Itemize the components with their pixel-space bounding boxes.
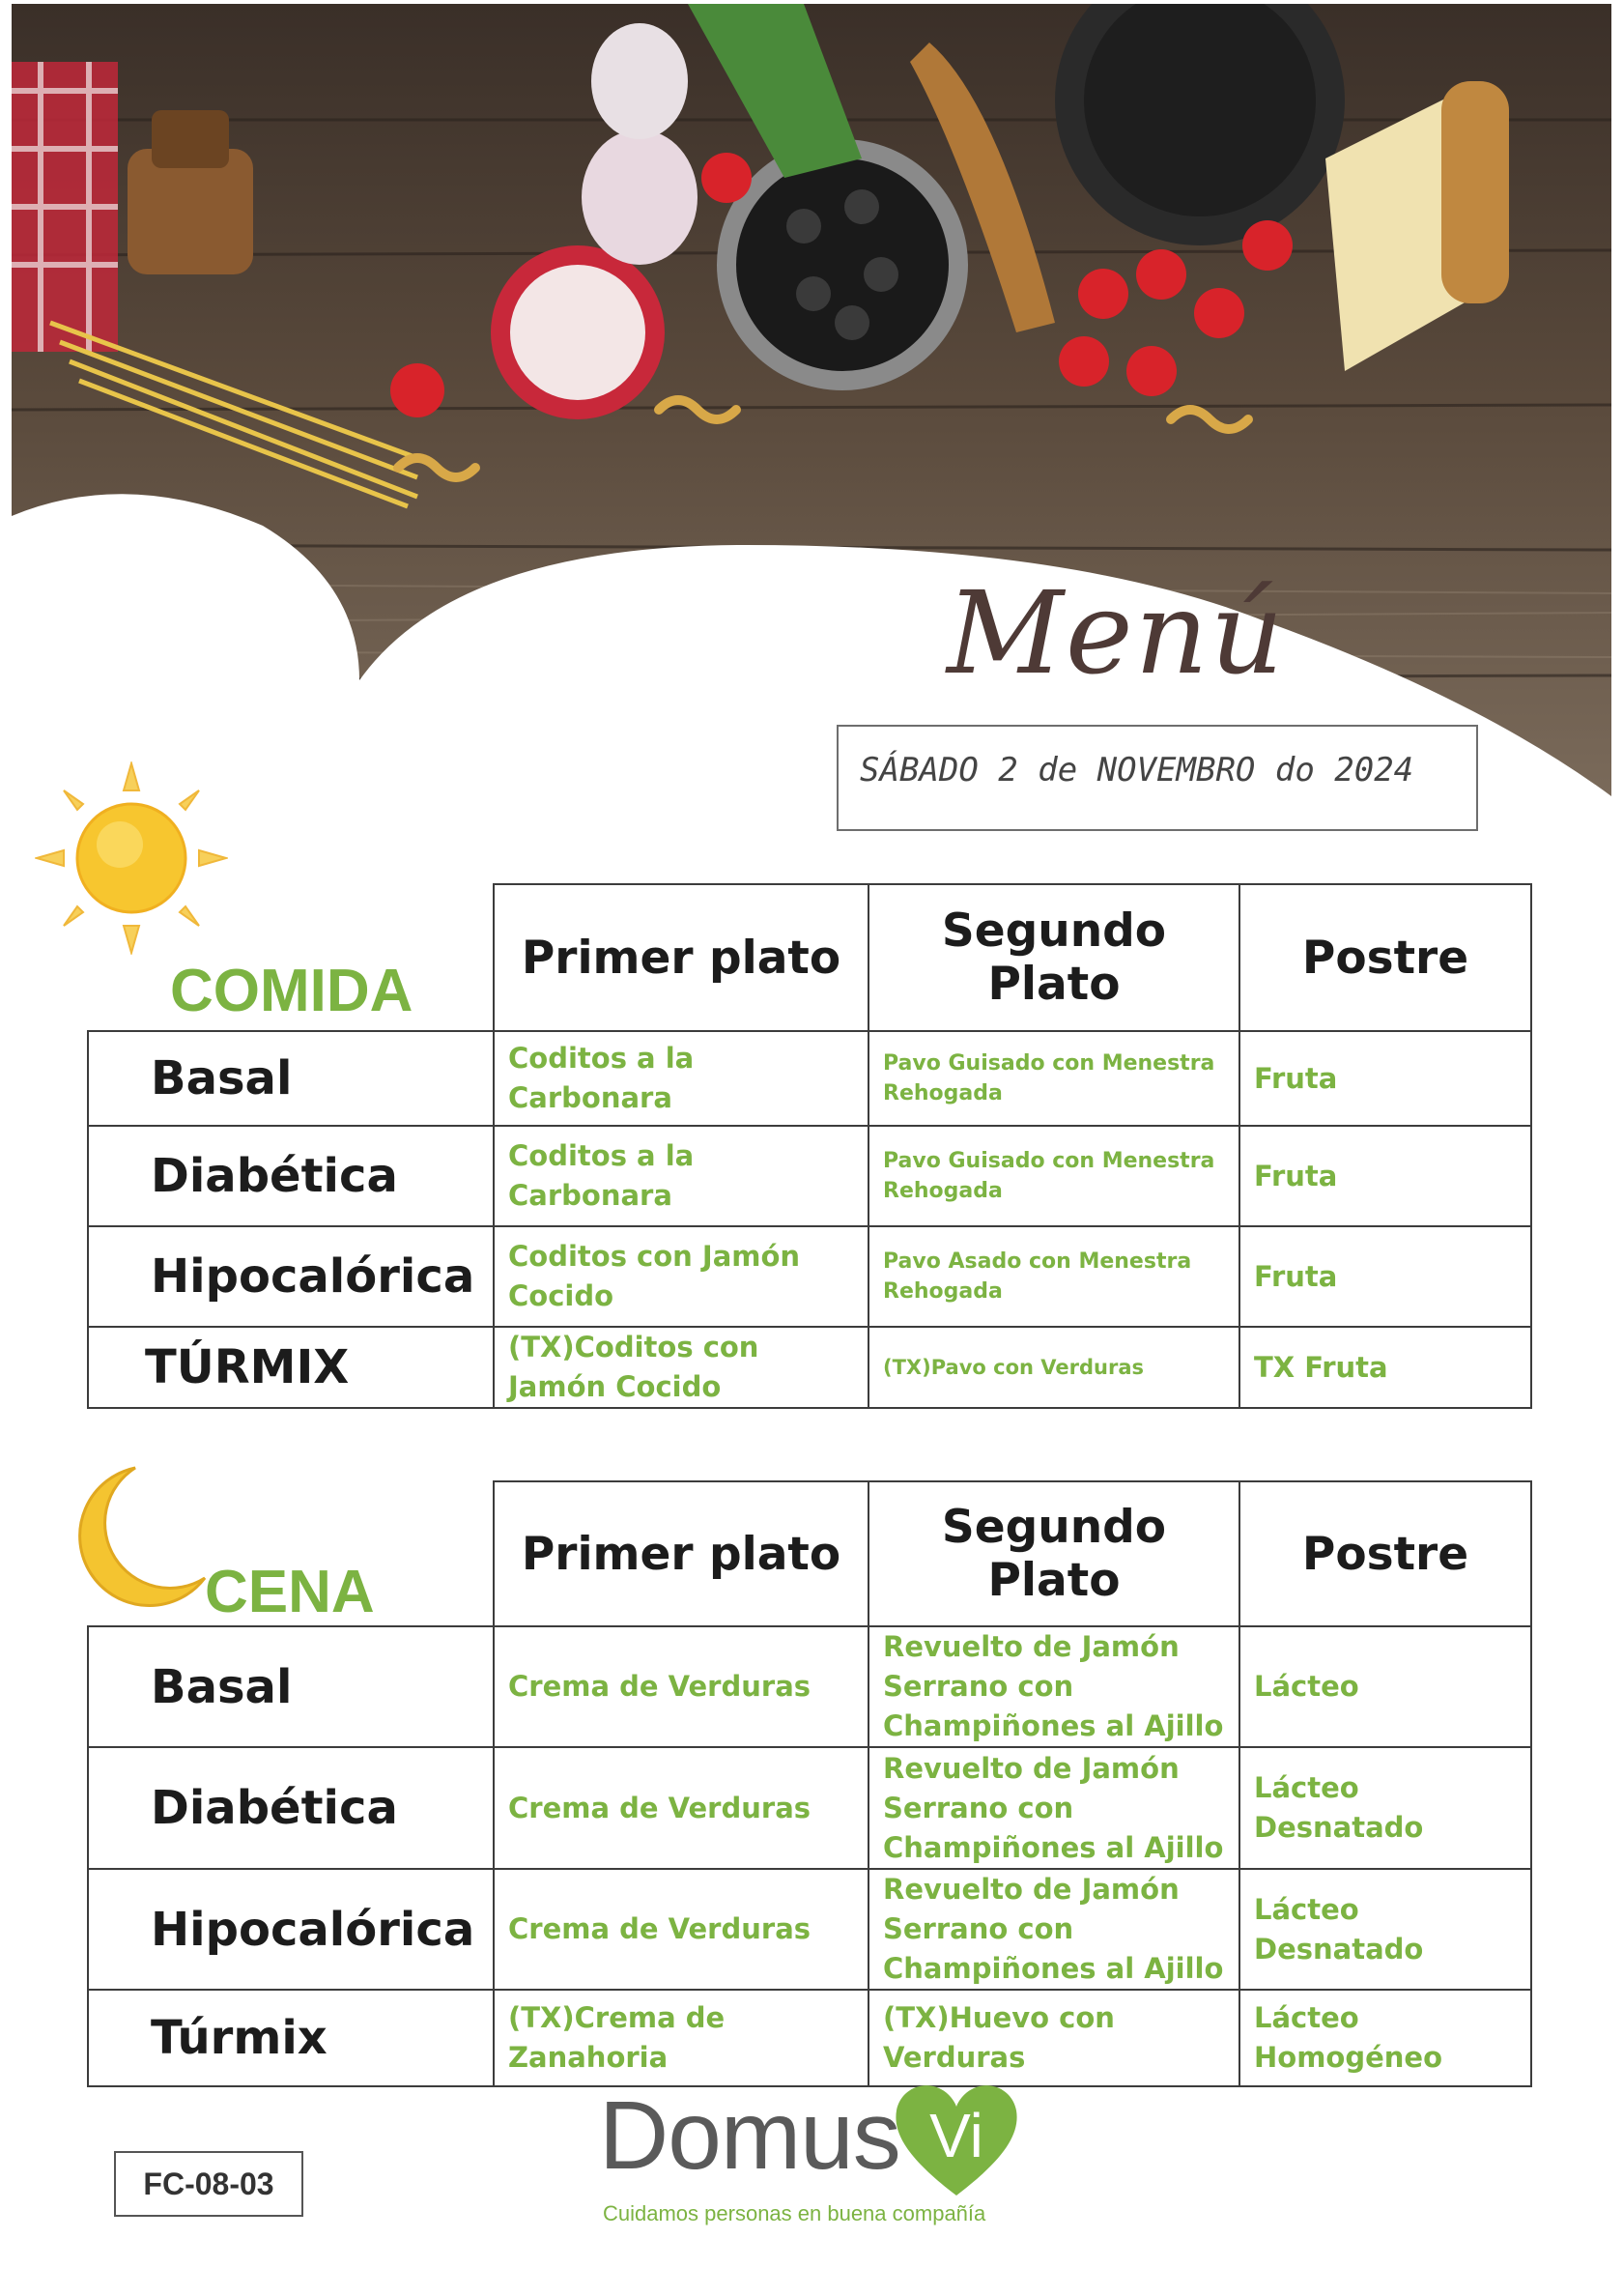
domusvi-logo	[599, 2078, 1024, 2232]
diet-label: TÚRMIX	[88, 1327, 494, 1408]
diet-label: Basal	[88, 1031, 494, 1126]
table-row	[88, 1126, 1531, 1226]
logo-wordmark: Domus	[599, 2081, 900, 2190]
diet-label: Hipocalórica	[88, 1226, 494, 1327]
logo-heart-icon	[889, 2078, 1024, 2203]
header-food-photo	[12, 4, 1611, 796]
table-row	[88, 1226, 1531, 1327]
dish-postre: Lácteo Homogéneo	[1239, 1990, 1531, 2086]
dish-postre: Fruta	[1239, 1226, 1531, 1327]
dish-segundo: Revuelto de Jamón Serrano con Champiñones al Ajillo	[868, 1626, 1239, 1747]
column-header-primer: Primer plato	[494, 1481, 868, 1626]
dish-segundo: Pavo Guisado con Menestra Rehogada	[868, 1031, 1239, 1126]
cena-header-row	[88, 1481, 1531, 1626]
dish-postre: Fruta	[1239, 1031, 1531, 1126]
document-code: FC-08-03	[114, 2151, 303, 2217]
comida-label: COMIDA	[170, 958, 413, 1024]
comida-header-row	[88, 884, 1531, 1031]
cena-label: CENA	[205, 1559, 375, 1625]
diet-label: Basal	[88, 1626, 494, 1747]
table-row	[88, 1327, 1531, 1408]
dish-postre: TX Fruta	[1239, 1327, 1531, 1408]
dish-segundo: Pavo Asado con Menestra Rehogada	[868, 1226, 1239, 1327]
dish-primer: Crema de Verduras	[494, 1869, 868, 1990]
diet-label: Diabética	[88, 1747, 494, 1869]
dish-postre: Lácteo Desnatado	[1239, 1869, 1531, 1990]
comida-table	[87, 883, 1532, 1409]
header-empty-cell	[88, 884, 494, 1031]
diet-label: Túrmix	[88, 1990, 494, 2086]
logo-mark-text: Vi	[929, 2101, 983, 2170]
dish-segundo: (TX)Pavo con Verduras	[868, 1327, 1239, 1408]
menu-date: SÁBADO 2 de NOVEMBRO do 2024	[837, 725, 1478, 831]
table-row	[88, 1747, 1531, 1869]
table-row	[88, 1031, 1531, 1126]
dish-primer: Coditos a la Carbonara	[494, 1126, 868, 1226]
dish-postre: Lácteo Desnatado	[1239, 1747, 1531, 1869]
dish-postre: Fruta	[1239, 1126, 1531, 1226]
dish-primer: Crema de Verduras	[494, 1626, 868, 1747]
dish-primer: Coditos con Jamón Cocido	[494, 1226, 868, 1327]
diet-label: Hipocalórica	[88, 1869, 494, 1990]
dish-primer: (TX)Crema de Zanahoria	[494, 1990, 868, 2086]
column-header-segundo: Segundo Plato	[868, 884, 1239, 1031]
dish-segundo: Revuelto de Jamón Serrano con Champiñones al Ajillo	[868, 1747, 1239, 1869]
menu-title: Menú	[947, 566, 1286, 700]
column-header-segundo: Segundo Plato	[868, 1481, 1239, 1626]
column-header-postre: Postre	[1239, 1481, 1531, 1626]
cena-table	[87, 1480, 1532, 2087]
logo-tagline: Cuidamos personas en buena compañía	[603, 2201, 986, 2225]
header-empty-cell	[88, 1481, 494, 1626]
table-row	[88, 1869, 1531, 1990]
dish-postre: Lácteo	[1239, 1626, 1531, 1747]
dish-primer: Coditos a la Carbonara	[494, 1031, 868, 1126]
diet-label: Diabética	[88, 1126, 494, 1226]
dish-segundo: (TX)Huevo con Verduras	[868, 1990, 1239, 2086]
table-row	[88, 1626, 1531, 1747]
column-header-primer: Primer plato	[494, 884, 868, 1031]
dish-segundo: Revuelto de Jamón Serrano con Champiñones al Ajillo	[868, 1869, 1239, 1990]
table-row	[88, 1990, 1531, 2086]
dish-primer: Crema de Verduras	[494, 1747, 868, 1869]
column-header-postre: Postre	[1239, 884, 1531, 1031]
dish-segundo: Pavo Guisado con Menestra Rehogada	[868, 1126, 1239, 1226]
dish-primer: (TX)Coditos con Jamón Cocido	[494, 1327, 868, 1408]
